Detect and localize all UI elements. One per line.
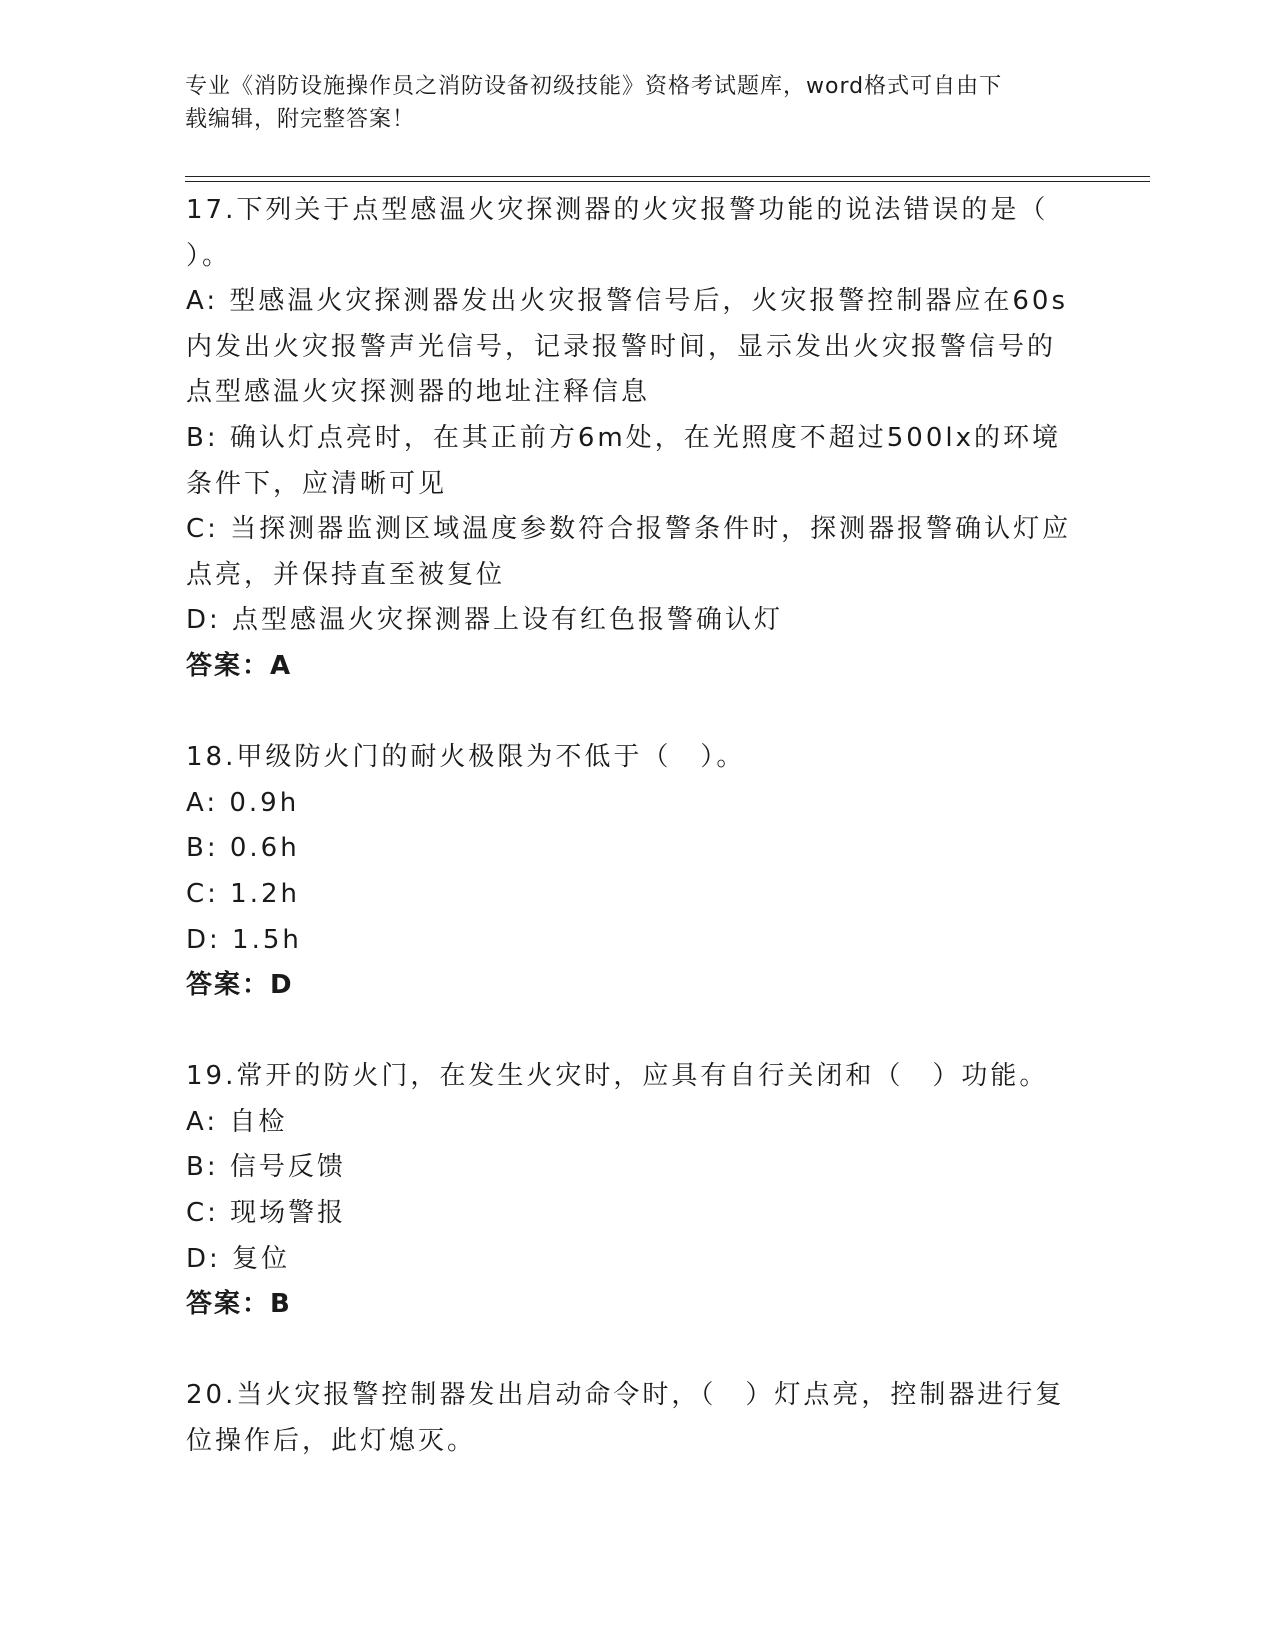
spacer (186, 690, 1086, 736)
question-stem: 18.甲级防火门的耐火极限为不低于（ ）。 (186, 742, 746, 773)
option-a: A: 0.9h (186, 787, 300, 818)
header-line-1: 专业《消防设施操作员之消防设备初级技能》资格考试题库，word格式可自由下 (185, 74, 1003, 99)
question-19 (186, 1054, 1086, 1328)
answer: 答案：D (186, 970, 294, 1001)
question-stem: 20.当火灾报警控制器发出启动命令时，（ ）灯点亮，控制器进行复 (186, 1380, 1065, 1411)
option-c: C: 当探测器监测区域温度参数符合报警条件时，探测器报警确认灯应 (186, 514, 1072, 545)
option-d: D: 点型感温火灾探测器上设有红色报警确认灯 (186, 605, 784, 636)
answer: 答案：A (186, 650, 293, 681)
document-header (185, 70, 1075, 136)
option-c: 点亮，并保持直至被复位 (186, 559, 506, 590)
option-b: B: 确认灯点亮时，在其正前方6m处，在光照度不超过500lx的环境 (186, 422, 1061, 453)
answer: 答案：B (186, 1289, 292, 1320)
question-20 (186, 1373, 1086, 1464)
option-c: C: 现场警报 (186, 1198, 347, 1229)
option-b: B: 0.6h (186, 833, 300, 864)
option-a: 点型感温火灾探测器的地址注释信息 (186, 377, 651, 408)
option-b: B: 信号反馈 (186, 1152, 346, 1183)
option-d: D: 复位 (186, 1243, 291, 1274)
question-18 (186, 735, 1086, 1009)
option-a: A: 型感温火灾探测器发出火灾报警信号后，火灾报警控制器应在60s (186, 286, 1068, 317)
spacer (186, 1009, 1086, 1055)
question-stem: ）。 (186, 240, 232, 271)
question-stem: 17.下列关于点型感温火灾探测器的火灾报警功能的说法错误的是（ (186, 195, 1049, 225)
option-a: 内发出火灾报警声光信号，记录报警时间，显示发出火灾报警信号的 (186, 331, 1057, 362)
spacer (186, 1328, 1086, 1374)
option-b: 条件下，应清晰可见 (186, 468, 448, 499)
option-c: C: 1.2h (186, 878, 301, 909)
question-stem: 位操作后，此灯熄灭。 (186, 1426, 477, 1457)
question-17 (186, 188, 1086, 690)
option-d: D: 1.5h (186, 924, 302, 955)
header-divider-top (185, 176, 1150, 177)
question-stem: 19.常开的防火门，在发生火灾时，应具有自行关闭和（ ）功能。 (186, 1061, 1049, 1092)
option-a: A: 自检 (186, 1106, 288, 1137)
header-divider-bottom (185, 181, 1150, 182)
header-line-2: 载编辑，附完整答案！ (185, 107, 416, 132)
question-list (186, 188, 1086, 1465)
